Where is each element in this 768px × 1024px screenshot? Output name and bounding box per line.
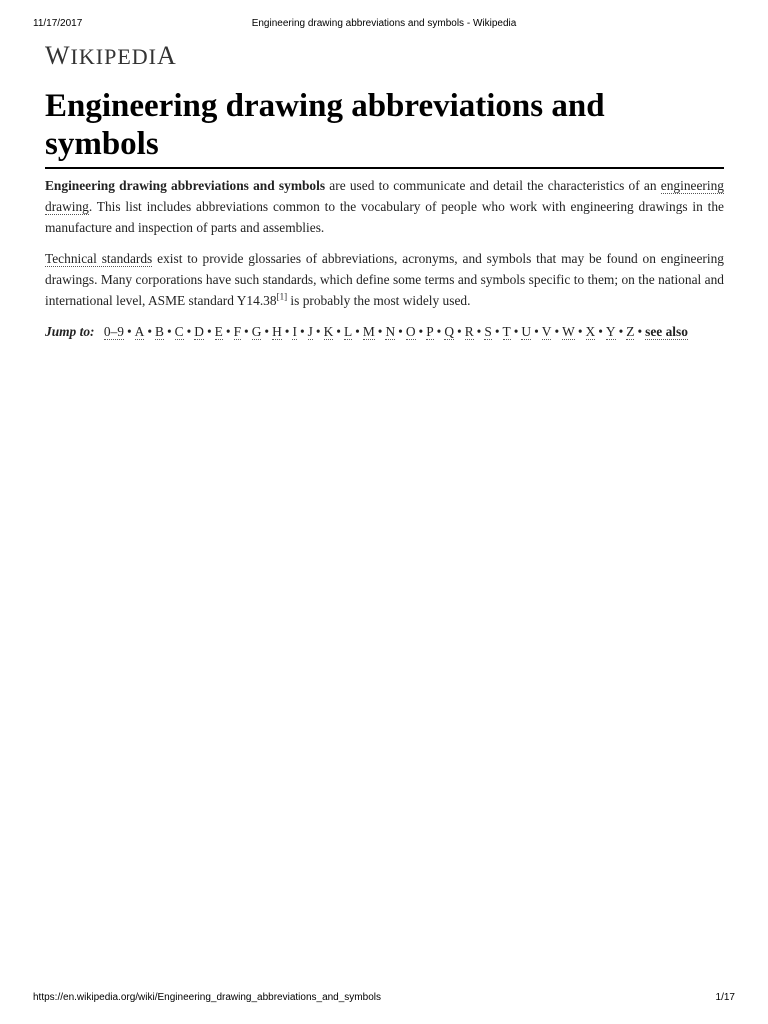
jump-separator: •	[418, 324, 424, 339]
jump-separator: •	[126, 324, 132, 339]
jump-link[interactable]: H	[272, 324, 282, 339]
jump-separator: •	[618, 324, 624, 339]
article-content	[45, 42, 724, 342]
jump-link[interactable]: J	[307, 324, 313, 339]
engineering-drawing-link[interactable]: engineering drawing	[45, 178, 724, 214]
jump-link[interactable]: O	[405, 324, 416, 339]
jump-separator: •	[577, 324, 583, 339]
jump-separator: •	[299, 324, 305, 339]
jump-separator: •	[355, 324, 360, 339]
standards-paragraph	[45, 248, 724, 311]
jump-separator: •	[398, 324, 403, 339]
jump-link[interactable]: Q	[444, 324, 455, 339]
jump-link[interactable]: E	[214, 324, 223, 339]
jump-separator: •	[513, 324, 519, 339]
reference-1-link[interactable]: [1]	[276, 291, 288, 302]
print-date: 11/17/2017	[33, 18, 83, 29]
intro-paragraph	[45, 175, 724, 238]
wikipedia-wordmark	[45, 42, 724, 71]
page-title: Engineering drawing abbreviations and symbols	[45, 87, 724, 169]
intro-text-1: are used to communicate and detail the characteristics of an	[325, 178, 661, 193]
jump-separator: •	[436, 324, 442, 339]
jump-to-label: Jump to:	[45, 324, 95, 339]
jump-separator: •	[166, 324, 172, 339]
jump-separator: •	[186, 324, 192, 339]
jump-to-nav	[45, 321, 724, 342]
wordmark-first: W	[45, 41, 71, 70]
wordmark-last: A	[156, 41, 177, 70]
jump-separator: •	[244, 324, 249, 339]
wordmark-middle: IKIPEDI	[70, 44, 157, 69]
jump-link[interactable]: S	[484, 324, 492, 339]
jump-separator: •	[206, 324, 212, 339]
jump-separator: •	[554, 324, 560, 339]
print-header	[33, 18, 735, 32]
jump-separator: •	[476, 324, 482, 339]
print-page-number: 1/17	[715, 992, 735, 1003]
jump-link[interactable]: C	[174, 324, 184, 339]
jump-separator: •	[315, 324, 321, 339]
jump-link[interactable]: D	[194, 324, 204, 339]
jump-link[interactable]: L	[343, 324, 353, 339]
print-footer	[33, 992, 735, 1006]
jump-link[interactable]: V	[541, 324, 552, 339]
jump-link[interactable]: X	[585, 324, 596, 339]
jump-link[interactable]: K	[323, 324, 334, 339]
jump-separator: •	[457, 324, 462, 339]
jump-separator: •	[637, 324, 643, 339]
jump-link[interactable]: P	[426, 324, 434, 339]
jump-link[interactable]: U	[521, 324, 532, 339]
jump-link[interactable]: F	[233, 324, 242, 339]
jump-link[interactable]: B	[155, 324, 164, 339]
jump-link[interactable]: I	[292, 324, 297, 339]
jump-separator: •	[494, 324, 500, 339]
jump-separator: •	[147, 324, 153, 339]
jump-link[interactable]: M	[362, 324, 375, 339]
intro-bold-term: Engineering drawing abbreviations and symbols	[45, 178, 326, 193]
standards-text-1: exist to provide glossaries of abbreviations, acronyms, and symbols that may be found on engineering drawings. Many corporations have such standards, which define some terms and symbols specific to them; on the national and international level, ASME standard Y14.38	[45, 251, 724, 308]
jump-separator: •	[284, 324, 290, 339]
jump-link-see-also[interactable]: see also	[645, 324, 688, 339]
jump-link[interactable]: G	[251, 324, 262, 339]
jump-link[interactable]: Z	[626, 324, 635, 339]
jump-separator: •	[225, 324, 231, 339]
jump-separator: •	[598, 324, 603, 339]
print-url: https://en.wikipedia.org/wiki/Engineering_drawing_abbreviations_and_symbols	[33, 992, 381, 1003]
technical-standards-link[interactable]: Technical standards	[45, 251, 153, 266]
jump-link[interactable]: W	[562, 324, 575, 339]
print-document-title: Engineering drawing abbreviations and symbols - Wikipedia	[251, 18, 517, 29]
jump-link[interactable]: T	[502, 324, 511, 339]
jump-link[interactable]: Y	[605, 324, 616, 339]
jump-separator: •	[264, 324, 270, 339]
jump-link[interactable]: 0–9	[103, 324, 124, 339]
jump-separator: •	[377, 324, 383, 339]
jump-link[interactable]: R	[464, 324, 474, 339]
jump-link[interactable]: A	[134, 324, 145, 339]
intro-text-2: . This list includes abbreviations common to the vocabulary of people who work with engineering drawings in the manufacture and inspection of parts and assemblies.	[45, 199, 724, 235]
jump-link[interactable]: N	[385, 324, 396, 339]
jump-separator: •	[534, 324, 539, 339]
standards-text-2: is probably the most widely used.	[287, 293, 471, 308]
jump-separator: •	[336, 324, 341, 339]
